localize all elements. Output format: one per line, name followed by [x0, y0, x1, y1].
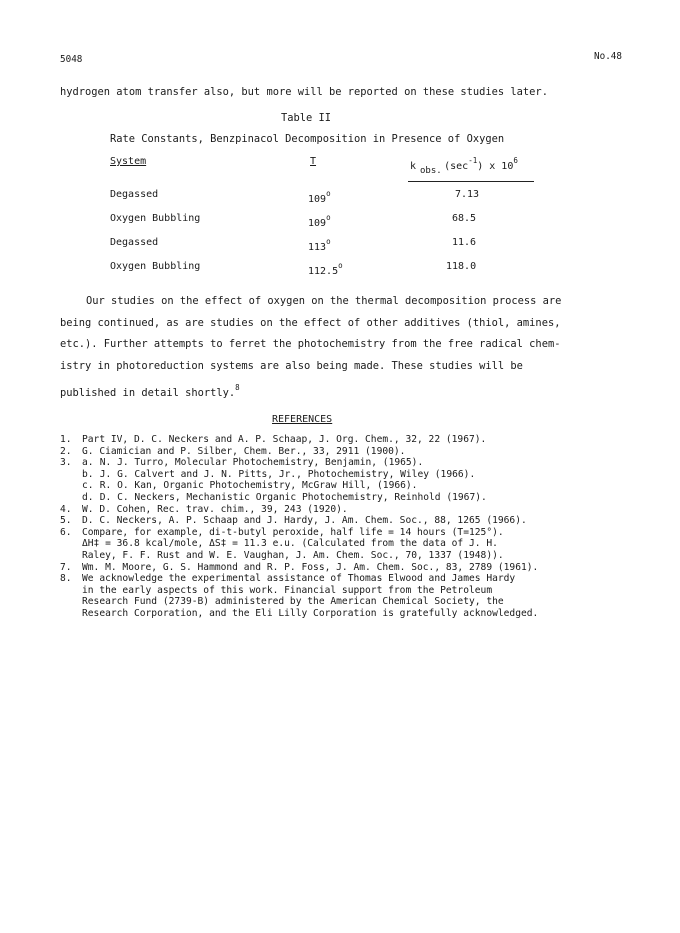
row-system: Oxygen Bubbling	[110, 213, 201, 224]
row-system: Degassed	[110, 237, 159, 248]
paragraph-line: etc.). Further attempts to ferret the photochemistry from the free radical chem-	[60, 338, 561, 351]
row-k: 7.13	[455, 189, 480, 200]
row-system: Oxygen Bubbling	[110, 261, 201, 272]
reference-item: 1. Part IV, D. C. Neckers and A. P. Schaap, J. Org. Chem., 32, 22 (1967).	[60, 434, 487, 445]
reference-item: 3. a. N. J. Turro, Molecular Photochemistry, Benjamin, (1965). b. J. G. Calvert and J. N. Pitts, Jr., Photochemistry, Wiley (1966). c. R. O. Kan, Organic Photochemistry, McGraw Hill, (1966). d. D. C. Neckers, Mechanistic Organic Photochemistry, Reinhold (1967).	[60, 457, 580, 503]
table-caption: Rate Constants, Benzpinacol Decomposition in Presence of Oxygen	[110, 133, 505, 145]
reference-subitem: a. N. J. Turro, Molecular Photochemistry, Benjamin, (1965).	[82, 457, 424, 469]
reference-subitem: d. D. C. Neckers, Mechanistic Organic Photochemistry, Reinhold (1967).	[82, 491, 487, 503]
row-temperature: 109$^o$	[308, 189, 331, 205]
reference-item: 7. Wm. M. Moore, G. S. Hammond and R. P. Foss, J. Am. Chem. Soc., 83, 2789 (1961).	[60, 561, 539, 573]
row-temperature: 109$^o$	[308, 213, 331, 229]
intro-line: hydrogen atom transfer also, but more will be reported on these studies later.	[60, 86, 548, 98]
paragraph-line: published in detail shortly.$^8$	[60, 383, 240, 400]
body-paragraph	[60, 291, 562, 405]
k-unit: $(\sec^{-1})$ x $10^6$	[444, 156, 518, 172]
k-subscript: obs.	[420, 166, 442, 176]
column-header-system: System	[110, 156, 147, 167]
row-k: 118.0	[446, 261, 477, 272]
header-rule	[408, 181, 534, 182]
row-k: 68.5	[452, 213, 477, 224]
paragraph-line: istry in photoreduction systems are also being made. These studies will be	[60, 359, 523, 372]
reference-item: 8. We acknowledge the experimental assistance of Thomas Elwood and James Hardy in the early aspects of this work. Financial support from the Petroleum Research Fund (2739-B) administered by the American Chemical Society, the Research Corporation, and the Eli Lilly Corporation is gratefully acknowledged.	[60, 573, 539, 619]
reference-subitem: b. J. G. Calvert and J. N. Pitts, Jr., Photochemistry, Wiley (1966).	[82, 468, 476, 480]
table-title: Table II	[281, 112, 332, 124]
row-system: Degassed	[110, 189, 159, 200]
reference-subitem: c. R. O. Kan, Organic Photochemistry, McGraw Hill, (1966).	[82, 480, 418, 492]
reference-item: 4. W. D. Cohen, Rec. trav. chim., 39, 243 (1920).	[60, 503, 348, 515]
row-temperature: 113$^o$	[308, 237, 331, 253]
reference-item: 6. Compare, for example, di-t-butyl peroxide, half life = 14 hours (T=125°). ΔH‡ = 36.8 kcal/mole, ΔS‡ = 11.3 e.u. (Calculated from the data of J. H. Raley, F. F. Rust and W. E. Vaughan, J. Am. Chem. Soc., 70, 1337 (1948)).	[60, 526, 504, 561]
k-symbol: k	[410, 161, 417, 172]
paragraph-line: Our studies on the effect of oxygen on the thermal decomposition process are	[86, 295, 562, 307]
row-k: 11.6	[452, 237, 477, 248]
issue-number: No.48	[594, 51, 622, 62]
reference-item: 2. G. Ciamician and P. Silber, Chem. Ber., 33, 2911 (1900).	[60, 445, 406, 457]
references-title: REFERENCES	[272, 414, 333, 425]
page-number: 5048	[60, 54, 83, 65]
row-temperature: 112.5$^o$	[308, 261, 343, 277]
references-list	[60, 434, 580, 620]
reference-item: 5. D. C. Neckers, A. P. Schaap and J. Hardy, J. Am. Chem. Soc., 88, 1265 (1966).	[60, 515, 527, 527]
footnote-marker: 8	[235, 383, 240, 393]
paragraph-line: being continued, as are studies on the effect of other additives (thiol, amines,	[60, 316, 561, 329]
column-header-temperature: T	[310, 156, 317, 167]
